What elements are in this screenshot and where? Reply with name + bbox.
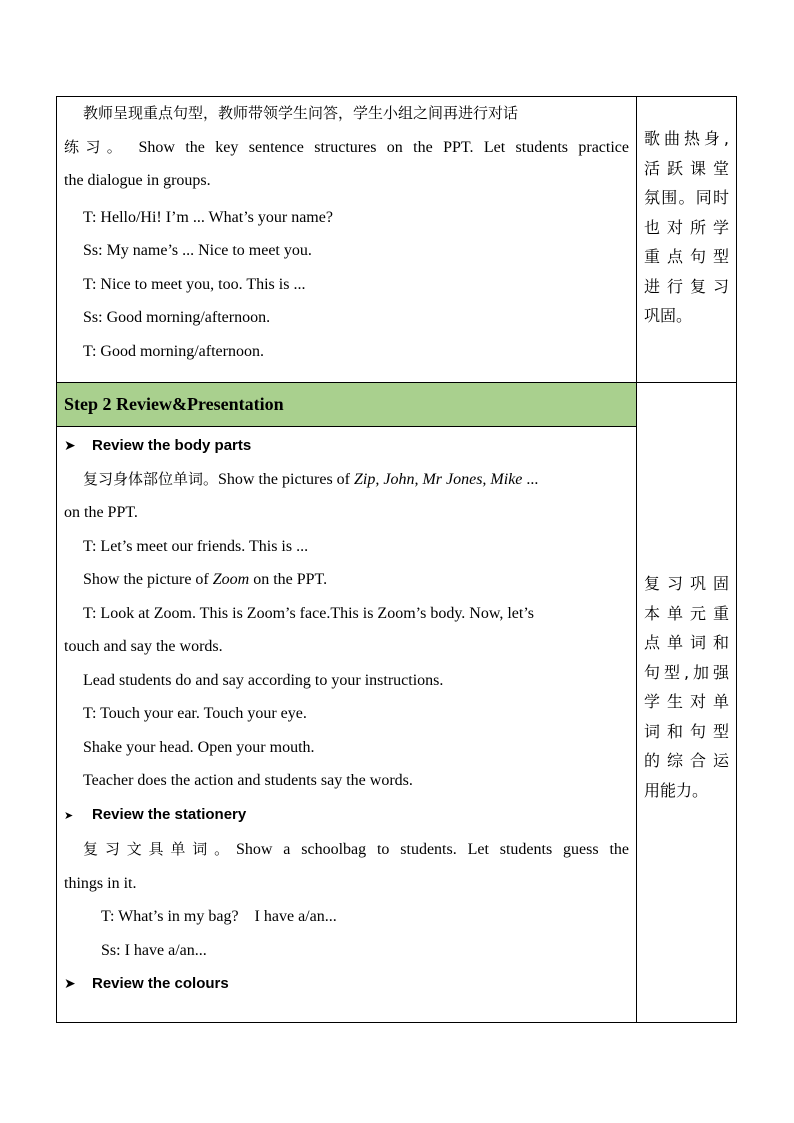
design-note-1 <box>636 96 737 383</box>
arrow-bullet-icon: ➤ <box>64 809 74 822</box>
body-parts-line-4: Show the picture of Zoom on the PPT. <box>83 571 328 588</box>
note-line: 巩固。 <box>644 306 693 325</box>
note-line: 句型,加强 <box>644 662 729 682</box>
note-line: 的综合运 <box>644 751 729 770</box>
stationery-line-1: 复习文具单词。Show a schoolbag to students. Let students guess the <box>83 840 629 858</box>
note-line: 学生对单 <box>644 692 729 711</box>
dialogue-line: Ss: My name’s ... Nice to meet you. <box>83 242 312 259</box>
stationery-line-3: T: What’s in my bag? I have a/an... <box>101 908 337 925</box>
step-2-body-cell <box>56 426 637 1023</box>
note-line: 也对所学 <box>644 217 729 237</box>
note-line: 歌曲热身, <box>644 129 729 148</box>
dialogue-line: T: Good morning/afternoon. <box>83 342 264 360</box>
body-parts-line-6: touch and say the words. <box>64 638 223 655</box>
arrow-bullet-icon: ➤ <box>64 975 76 991</box>
body-parts-line-1: 复习身体部位单词。Show the pictures of Zip, John, Mr Jones, Mike ... <box>83 469 539 488</box>
intro-activity-cell <box>56 96 637 383</box>
body-parts-line-9: Shake your head. Open your mouth. <box>83 738 315 756</box>
design-note-2 <box>636 382 737 1023</box>
lesson-plan-table <box>56 96 737 1023</box>
step-2-title: Step 2 Review&Presentation <box>64 394 284 414</box>
body-parts-line-7: Lead students do and say according to your instructions. <box>83 671 444 689</box>
dialogue-line: T: Nice to meet you, too. This is ... <box>83 275 306 293</box>
note-line: 重点句型 <box>644 247 729 266</box>
body-parts-line-5: T: Look at Zoom. This is Zoom’s face.This is Zoom’s body. Now, let’s <box>83 604 535 622</box>
intro-line-3: the dialogue in groups. <box>64 172 211 189</box>
arrow-bullet-icon: ➤ <box>64 437 76 453</box>
note-line: 进行复习 <box>644 276 729 296</box>
note-line: 复习巩固 <box>644 574 729 593</box>
stationery-line-4: Ss: I have a/an... <box>101 941 207 959</box>
section-heading-body-parts: ➤ Review the body parts <box>57 429 636 463</box>
note-line: 点单词和 <box>644 633 729 652</box>
body-parts-line-10: Teacher does the action and students say the words. <box>83 772 413 789</box>
section-heading-stationery: ➤ Review the stationery <box>57 798 636 834</box>
stationery-line-2: things in it. <box>64 874 137 892</box>
note-line: 活跃课堂 <box>644 158 729 178</box>
intro-line-1: 教师呈现重点句型，教师带领学生问答，学生小组之间再进行对话 <box>83 104 519 122</box>
intro-line-2: 练习。 Show the key sentence structures on the PPT. Let students practice <box>64 137 630 156</box>
dialogue-line: Ss: Good morning/afternoon. <box>83 309 271 326</box>
note-line: 用能力。 <box>644 780 709 800</box>
note-line: 氛围。同时 <box>644 188 729 207</box>
note-line: 词和句型 <box>644 721 729 741</box>
body-parts-line-8: T: Touch your ear. Touch your eye. <box>83 705 307 722</box>
section-heading-colours: ➤ Review the colours <box>57 967 636 1001</box>
note-line: 本单元重 <box>644 603 729 623</box>
dialogue-line: T: Hello/Hi! I’m ... What’s your name? <box>83 208 333 226</box>
body-parts-line-2: on the PPT. <box>64 504 138 521</box>
step-2-header <box>56 382 637 427</box>
body-parts-line-3: T: Let’s meet our friends. This is ... <box>83 537 309 555</box>
